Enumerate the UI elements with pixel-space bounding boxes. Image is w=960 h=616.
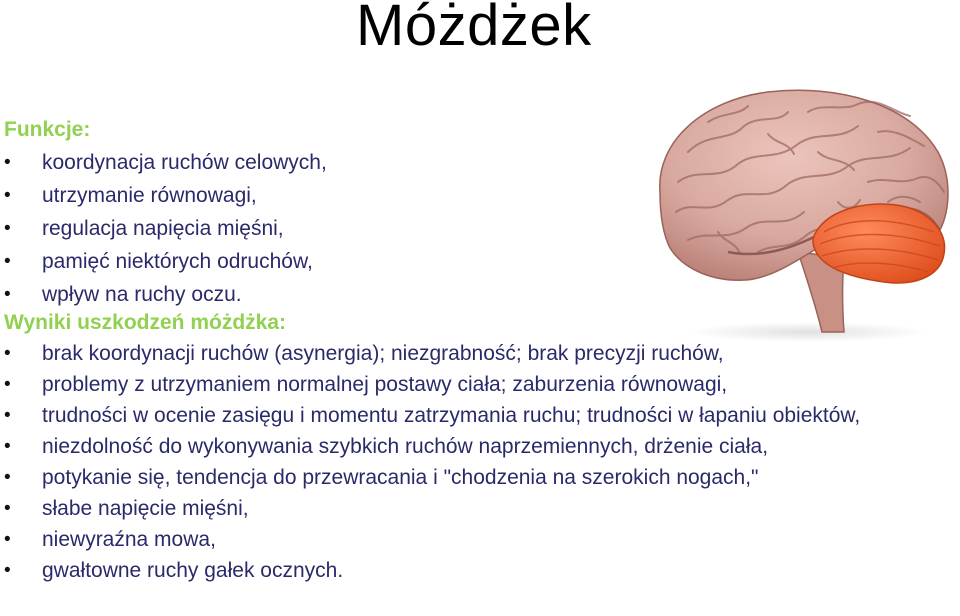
list-item: • koordynacja ruchów celowych, (0, 146, 327, 179)
list-item: • problemy z utrzymaniem normalnej postawy ciała; zaburzenia równowagi, (0, 369, 902, 400)
functions-heading: Funkcje: (4, 118, 91, 141)
list-item: • słabe napięcie mięśni, (0, 493, 902, 524)
list-item: • regulacja napięcia mięśni, (0, 212, 327, 245)
functions-list (0, 146, 327, 311)
list-item: • trudności w ocenie zasięgu i momentu zatrzymania ruchu; trudności w łapaniu obiektów, (0, 400, 902, 431)
list-item: • brak koordynacji ruchów (asynergia); niezgrabność; brak precyzji ruchów, (0, 338, 902, 369)
slide-title: Móżdżek (356, 0, 592, 58)
damage-effects-list (0, 338, 902, 586)
list-item: • niewyraźna mowa, (0, 524, 902, 555)
list-item: • potykanie się, tendencja do przewracania i "chodzenia na szerokich nogach," (0, 462, 902, 493)
list-item: • gwałtowne ruchy gałek ocznych. (0, 555, 902, 586)
brain-illustration (648, 82, 954, 344)
damage-effects-heading: Wyniki uszkodzeń móżdżka: (4, 311, 286, 334)
list-item: • niezdolność do wykonywania szybkich ruchów naprzemiennych, drżenie ciała, (0, 431, 902, 462)
list-item: • pamięć niektórych odruchów, (0, 245, 327, 278)
list-item: • wpływ na ruchy oczu. (0, 278, 327, 311)
list-item: • utrzymanie równowagi, (0, 179, 327, 212)
